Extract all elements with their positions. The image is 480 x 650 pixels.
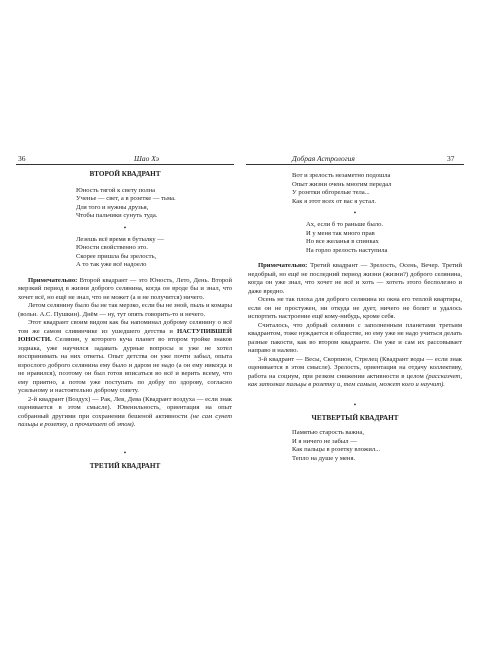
note-text: Третий квадрант — Зрелость, Осень, Вечер. Третий недобрый, но ещё не последний период жизни (жизни?) доброго селянина, когда он уже знал, что хочет не всё и хоть — хотеть этого бесполезно и даже вредно. <box>248 262 462 295</box>
poem-line: Лезешь всё время в бутылку — <box>76 235 164 243</box>
poem-line: Опыт жизни очень многим передал <box>292 180 392 188</box>
italic-phrase: (не сам сунет пальцы в розетку, а прочитает об этом). <box>18 412 232 428</box>
poem-line: Как я этот всех от вас я устал. <box>292 197 377 205</box>
poem-line: Чтобы пальчики сунуть туда. <box>76 212 158 219</box>
poem-line: Но все желанья в спинках <box>306 238 379 245</box>
note-paragraph <box>18 277 232 303</box>
left-page-number: 36 <box>18 154 26 163</box>
right-page <box>248 172 462 463</box>
paragraph: Осень не так плоха для доброго селянина из окна его теплой квартиры, если он не простужен, ни откуда не дует, ничего не болит и удалось испортить настроение ещё кому-нибудь, кроме себя. <box>248 296 462 320</box>
right-running-head: Добрая Астрология <box>292 154 355 163</box>
right-poem-2 <box>248 221 462 255</box>
paragraph: Считалось, что добрый селянин с заполненным планетами третьим квадрантом, тоже нуждается в обществе, но ему уже не надо учиться делать разные пакости, как во втором квадранте. Он уже и сам их рассовывает направо и налево. <box>248 321 462 354</box>
left-running-head: Шао Хэ <box>134 154 160 163</box>
right-poem-3 <box>248 429 462 463</box>
section-title-third-quadrant: ТРЕТИЙ КВАДРАНТ <box>89 461 161 470</box>
note-label: Примечательно: <box>28 276 78 284</box>
left-header-rule <box>16 164 234 165</box>
poem-line: У розетки обгорелые тела... <box>292 189 370 196</box>
section-title-second-quadrant: ВТОРОЙ КВАДРАНТ <box>89 170 161 178</box>
poem-line: И у меня так много прав <box>306 229 375 237</box>
bold-phrase: НАСТУПИВШЕЙ ЮНОСТИ. <box>18 327 232 343</box>
paragraph: Летом селянину было бы не так мерзко, если бы не зной, пыль и комары (вольн. А.С. Пушкин). Днём — ну, тут опять говорить-то и нечего. <box>18 302 232 318</box>
bullet-separator: • <box>353 400 357 409</box>
bullet-separator: • <box>123 448 127 457</box>
poem-line: Вот и зрелость незаметно подошла <box>292 172 391 179</box>
italic-phrase: (рассказчет, как затолкал пальцы в розетку и, тем самым, может кого и научит). <box>248 372 462 388</box>
poem-line: А то так уже всё надоело <box>76 261 147 268</box>
poem-line: Скорее пришла бы зрелость, <box>76 252 157 260</box>
poem-line: На горло зрелость наступила <box>306 246 388 254</box>
right-page-number: 37 <box>447 154 455 163</box>
poem-line: И я ничего не забыл — <box>292 437 357 445</box>
paragraph: Этот квадрант своим видом как бы напоминал доброму селянину о всё том же самом сливянчике из ушедшего детства и НАСТУПИВШЕЙ ЮНОСТИ. Селянин, у которого куча планет во втором тройке знаков зодиака, уже научился задавать дурные вопросы и уже не хотел воспринимать на них ответы. Опыт детства он уже почти забыл, опыта взрослого доброго селянина ему было и даром не надо (а он ему никогда и не нравился), поэтому он был готов вписаться во всё и верить всему, что ему приятно, а потом уже поступать по добру по здорову, согласно усильному и настоятельно доброму совету. <box>18 319 232 394</box>
left-poem-1 <box>18 187 232 221</box>
section-title-fourth-quadrant: ЧЕТВЕРТЫЙ КВАДРАНТ <box>311 413 399 422</box>
poem-line: Для того и нужны друзья, <box>76 203 149 211</box>
right-header-rule <box>246 164 464 165</box>
right-poem-1 <box>248 172 462 206</box>
poem-line: Памятью старость важна, <box>292 429 365 436</box>
left-page <box>18 170 232 470</box>
poem-line: Юность тягой к свету полна <box>76 186 156 194</box>
poem-line: Как пальцы в розетку вложил... <box>292 446 381 453</box>
poem-line: Юности свойственно это. <box>76 244 148 251</box>
bullet-separator: • <box>123 223 127 232</box>
paragraph: 3-й квадрант — Весы, Скорпион, Стрелец (Квадрант воды — если знак оценивается в этом смысле). Зрелость, ориентация на отдачу коллективу, работа на социум, при резком снижении активности в целом (рассказчет, как затолкал пальцы в розетку и, тем самым, может кого и научит). <box>248 355 462 388</box>
bullet-separator: • <box>353 209 357 217</box>
poem-line: Ученье — свет, а в розетке — тьма. <box>76 195 176 202</box>
note-label: Примечательно: <box>258 262 308 269</box>
left-poem-2 <box>18 236 232 270</box>
poem-line: Тепло на душе у меня. <box>292 454 356 462</box>
poem-line: Ах, если б то раньше было. <box>306 221 384 228</box>
note-text: Второй квадрант — это Юность, Лето, День. Второй мерзкий период в жизни доброго селянина, когда он вроде бы и знал, что хочет всё, но ещё не знал, что не может (а и не получится) ничего. <box>18 276 232 301</box>
paragraph: 2-й квадрант (Воздух) — Рак, Лев, Дева (Квадрант воздуха — если знак оценивается в этом смысле). Ювенильность, ориентация на опыт собранный другими при сохранении бешеной активности (не сам сунет пальцы в розетку, а прочитает об этом). <box>18 395 232 428</box>
note-paragraph <box>248 262 462 296</box>
